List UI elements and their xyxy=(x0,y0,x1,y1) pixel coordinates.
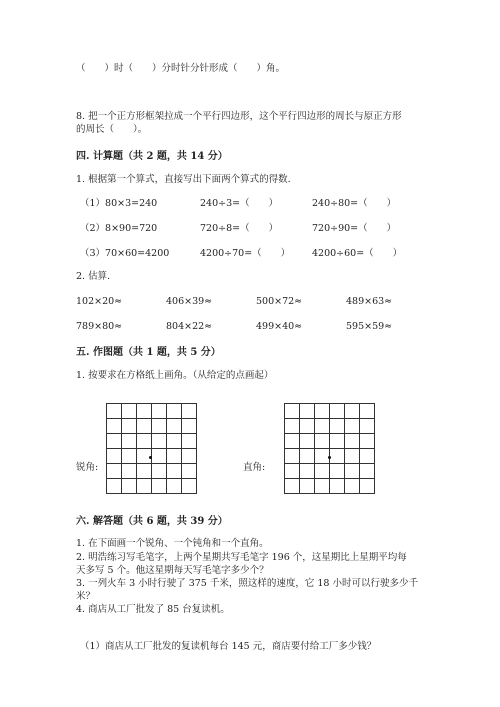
calc-row-1-col-2: 240÷3=（ ） xyxy=(200,198,279,209)
calc-row-2-col-1: （2）8×90=720 xyxy=(80,223,158,234)
q8-line-1: 8. 把一个正方形框架拉成一个平行四边形，这个平行四边形的周长与原正方形 xyxy=(76,111,402,122)
section-4-title: 四. 计算题（共 2 题，共 14 分） xyxy=(76,151,228,162)
label-acute-angle: 锐角: xyxy=(76,462,99,473)
section-6-title: 六. 解答题（共 6 题，共 39 分） xyxy=(76,516,228,527)
grid-paper-right[interactable] xyxy=(284,403,375,494)
calc-row-2-col-2: 720÷8=（ ） xyxy=(200,223,279,234)
calc-row-1-col-3: 240÷80=（ ） xyxy=(312,198,397,209)
estimate-row-2-col-2: 804×22≈ xyxy=(166,321,213,332)
section-5-title: 五. 作图题（共 1 题，共 5 分） xyxy=(76,347,221,358)
answer-q2-line-2: 天多写 5 个。他这星期每天写毛笔字多少个？ xyxy=(76,565,269,576)
estimate-row-1-col-2: 406×39≈ xyxy=(166,296,213,307)
label-right-angle: 直角: xyxy=(243,462,266,473)
start-point-right xyxy=(328,456,331,459)
calc-row-3-col-3: 4200÷60=（ ） xyxy=(312,248,403,259)
drawing-prompt: 1. 按要求在方格纸上画角。（从给定的点画起） xyxy=(76,370,274,381)
estimate-row-2-col-1: 789×80≈ xyxy=(76,321,123,332)
answer-q1: 1. 在下面画一个锐角、一个钝角和一个直角。 xyxy=(76,538,269,549)
estimate-row-1-col-3: 500×72≈ xyxy=(256,296,303,307)
estimate-row-1-col-4: 489×63≈ xyxy=(346,296,393,307)
calc-row-1-col-1: （1）80×3=240 xyxy=(80,198,158,209)
calc-prompt: 1. 根据第一个算式，直接写出下面两个算式的得数. xyxy=(76,174,291,185)
answer-q2-line-1: 2. 明浩练习写毛笔字，上两个星期共写毛笔字 196 个，这星期比上星期平均每 xyxy=(76,552,407,563)
estimate-row-2-col-4: 595×59≈ xyxy=(346,321,393,332)
calc-row-3-col-2: 4200÷70=（ ） xyxy=(200,248,291,259)
answer-q3-line-2: 米？ xyxy=(76,591,96,602)
answer-q4: 4. 商店从工厂批发了 85 台复读机。 xyxy=(76,604,230,615)
grid-paper-acute[interactable] xyxy=(106,403,197,494)
answer-q4-sub-1: （1）商店从工厂批发的复读机每台 145 元，商店要付给工厂多少钱？ xyxy=(80,641,377,652)
q8-line-2: 的周长（ ）。 xyxy=(76,124,148,135)
q7-line: （ ）时（ ）分时针分针形成（ ）角。 xyxy=(76,63,286,74)
estimate-row-2-col-3: 499×40≈ xyxy=(256,321,303,332)
estimate-prompt: 2. 估算. xyxy=(76,271,111,282)
calc-row-3-col-1: （3）70×60=4200 xyxy=(80,248,170,259)
calc-row-2-col-3: 720÷90=（ ） xyxy=(312,223,397,234)
start-point-acute xyxy=(149,456,152,459)
answer-q3-line-1: 3. 一列火车 3 小时行驶了 375 千米，照这样的速度，它 18 小时可以行驶多少千 xyxy=(76,578,418,589)
estimate-row-1-col-1: 102×20≈ xyxy=(76,296,123,307)
